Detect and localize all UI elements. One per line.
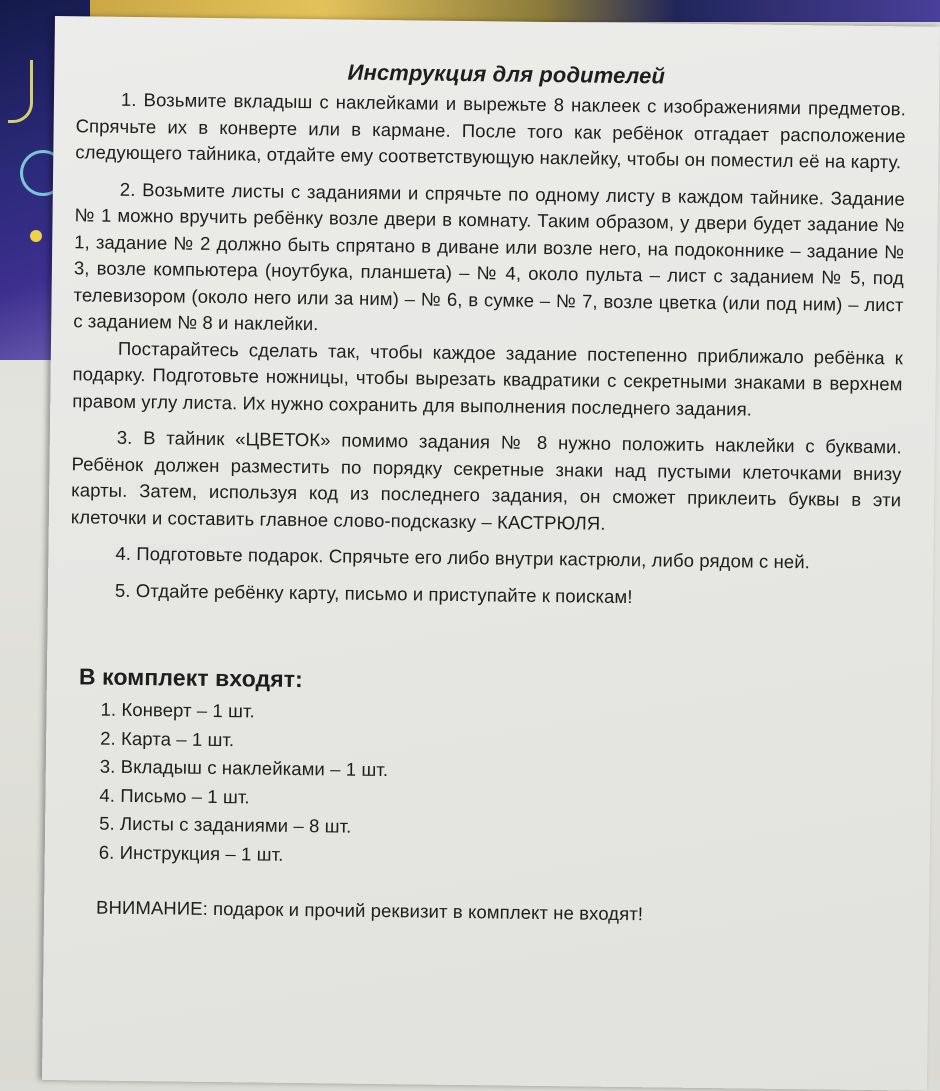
kit-item: 3. Вкладыш с наклейками – 1 шт. (99, 755, 389, 781)
instruction-paragraph-1: 1. Возьмите вкладыш с наклейками и вырежьте 8 наклеек с изображениями предметов. Спрячьте их в конверте или в кармане. После того как ребёнок отгадает расположение следующего тайника, отдайте ему соответствующую наклейку, чтобы он поместил её на карту. (75, 88, 907, 173)
instruction-step-5: 5. Отдайте ребёнку карту, письмо и приступайте к поискам! (114, 579, 633, 607)
instruction-sheet (42, 16, 940, 1091)
instruction-title: Инструкция для родителей (347, 59, 666, 89)
star-decoration (30, 230, 42, 242)
kit-item: 6. Инструкция – 1 шт. (98, 841, 284, 865)
kit-item: 4. Письмо – 1 шт. (99, 784, 250, 807)
instruction-paragraph-2: 2. Возьмите листы с заданиями и спрячьте по одному листу в каждом тайнике. Задание № 1 можно вручить ребёнку возле двери в комнату. Таким образом, у двери будет задание № 1, задание № 2 должно быть спрятано в диване или возле него, на подоконнике – задание № 3, возле компьютера (ноутбука, планшета) – № 4, около пульта – лист с заданием № 5, под телевизором (около него или за ним) – № 6, в сумке – № 7, возле цветка (или под ним) – лист с заданием № 8 и наклейки. (73, 178, 905, 335)
kit-item: 1. Конверт – 1 шт. (100, 698, 255, 722)
kit-item: 5. Листы с заданиями – 8 шт. (99, 812, 352, 837)
kit-warning: ВНИМАНИЕ: подарок и прочий реквизит в комплект не входят! (95, 896, 644, 925)
instruction-step-4: 4. Подготовьте подарок. Спрячьте его либо внутри кастрюли, либо рядом с ней. (115, 542, 811, 573)
kit-item: 2. Карта – 1 шт. (100, 727, 235, 750)
kit-list (67, 695, 899, 876)
instruction-paragraph-3: Постарайтесь сделать так, чтобы каждое задание постепенно приближало ребёнка к подарку. Подготовьте ножницы, чтобы вырезать квадратики с секретными знаками в верхнем правом углу листа. Их нужно сохранить для выполнения последнего задания. (72, 337, 904, 420)
swirl-decoration (8, 60, 33, 123)
sheet-content (66, 54, 907, 931)
kit-title: В комплект входят: (78, 663, 304, 693)
instruction-paragraph-4: 3. В тайник «ЦВЕТОК» помимо задания № 8 нужно положить наклейки с буквами. Ребёнок должен разместить по порядку секретные знаки над пустыми клеточками внизу карты. Затем, используя код из последнего задания, он сможет приклеить буквы в эти клеточки и составить главное слово-подсказку – КАСТРЮЛЯ. (70, 426, 902, 534)
